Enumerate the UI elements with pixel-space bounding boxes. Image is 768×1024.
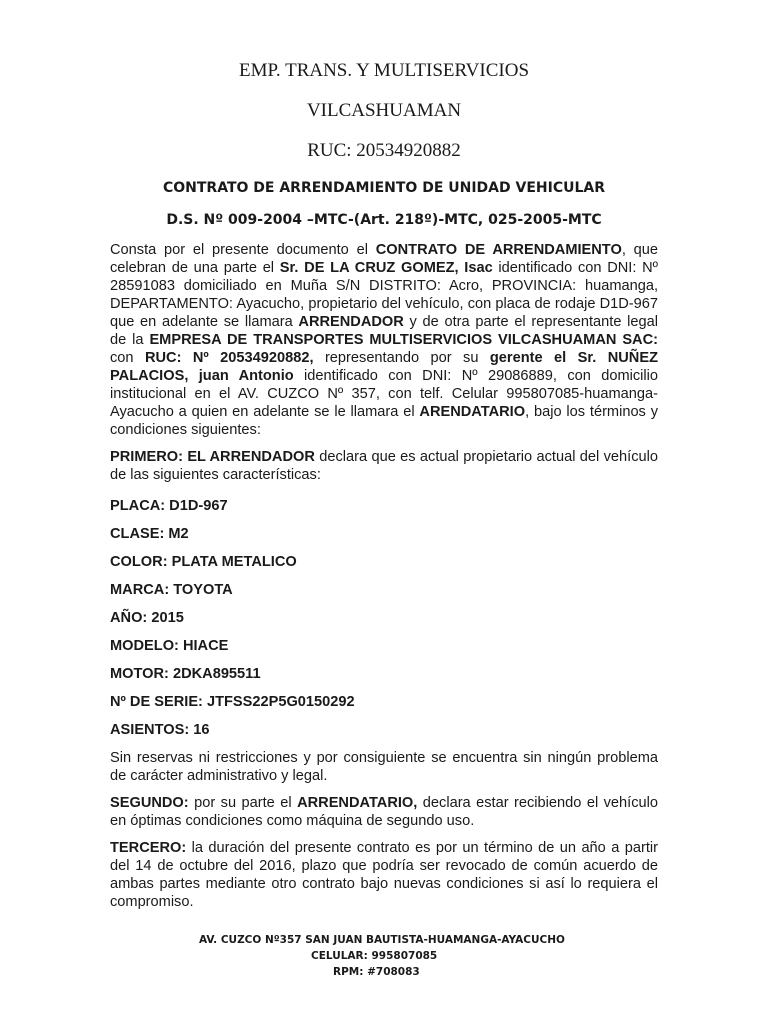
contract-body [110, 241, 658, 920]
segundo-paragraph [110, 794, 658, 830]
segundo-label: SEGUNDO: [110, 795, 189, 811]
spec-color: COLOR: PLATA METALICO [110, 554, 297, 570]
decree-reference: D.S. Nº 009-2004 –MTC-(Art. 218º)-MTC, 025-2005-MTC [166, 212, 602, 228]
spec-anio: AÑO: 2015 [110, 610, 184, 626]
intro-bold: RUC: Nº 20534920882, [144, 350, 314, 366]
intro-bold: gerente el Sr. NUÑEZ PALACIOS, juan Antonio [110, 350, 658, 384]
intro-text: Consta por el presente documento el [110, 242, 376, 258]
tercero-text: la duración del presente contrato es por un término de un año a partir del 14 de octubre del 2016, plazo que podría ser revocado de común acuerdo de ambas partes mediante otro contrato bajo nuevas condiciones si así lo requiera el compromiso. [110, 840, 658, 910]
tercero-paragraph [110, 839, 658, 911]
spec-motor: MOTOR: 2DKA895511 [110, 666, 261, 682]
footer-rpm: RPM: #708083 [333, 966, 420, 978]
spec-asientos: ASIENTOS: 16 [110, 722, 210, 738]
intro-text: con [110, 350, 145, 366]
intro-text: , que celebran de una parte el [110, 242, 658, 276]
spec-clase: CLASE: M2 [110, 526, 189, 542]
segundo-text: por su parte el [188, 795, 298, 811]
primero-paragraph [110, 448, 658, 484]
segundo-text: declara estar recibiendo el vehículo en óptimas condiciones como máquina de segundo uso. [110, 795, 658, 829]
vehicle-specs [110, 497, 658, 739]
intro-text: representando por su [313, 350, 490, 366]
footer-address: AV. CUZCO Nº357 SAN JUAN BAUTISTA-HUAMANGA-AYACUCHO [199, 934, 565, 946]
intro-text: identificado con DNI: Nº 29086889, con domicilio institucional en el AV. CUZCO Nº 357, con telf. Celular 995807085-huamanga-Ayacucho a quien en adelante se le llamara el [110, 368, 658, 420]
tercero-label: TERCERO: [110, 840, 187, 856]
spec-placa: PLACA: D1D-967 [110, 498, 228, 514]
company-name: EMP. TRANS. Y MULTISERVICIOS [238, 60, 530, 81]
intro-bold: CONTRATO DE ARRENDAMIENTO [375, 242, 622, 258]
intro-bold: ARRENDADOR [298, 314, 404, 330]
intro-bold: Sr. DE LA CRUZ GOMEZ, Isac [279, 260, 493, 276]
intro-bold: ARENDATARIO [419, 404, 526, 420]
contract-title: CONTRATO DE ARRENDAMIENTO DE UNIDAD VEHICULAR [162, 180, 606, 196]
intro-text: y de otra parte el representante legal de la [110, 314, 658, 348]
company-ruc: RUC: 20534920882 [307, 140, 461, 161]
primero-text: declara que es actual propietario actual del vehículo de las siguientes características: [110, 449, 658, 483]
spec-marca: MARCA: TOYOTA [110, 582, 233, 598]
reservas-paragraph: Sin reservas ni restricciones y por consiguiente se encuentra sin ningún problema de carácter administrativo y legal. [110, 750, 658, 784]
company-subname: VILCASHUAMAN [306, 100, 462, 121]
footer-phone: CELULAR: 995807085 [311, 950, 438, 962]
segundo-bold: ARRENDATARIO, [297, 795, 418, 811]
spec-serie: Nº DE SERIE: JTFSS22P5G0150292 [110, 694, 355, 710]
intro-bold: EMPRESA DE TRANSPORTES MULTISERVICIOS VILCASHUAMAN SAC: [149, 332, 658, 348]
intro-text: , bajo los términos y condiciones siguientes: [110, 404, 658, 438]
primero-label: PRIMERO: EL ARRENDADOR [110, 449, 315, 465]
intro-paragraph [110, 241, 658, 439]
intro-text: identificado con DNI: Nº 28591083 domiciliado en Muña S/N DISTRITO: Acro, PROVINCIA: huamanga, DEPARTAMENTO: Ayacucho, propietario del vehículo, con placa de rodaje D1D-967 que en adelante se llamara [110, 260, 659, 330]
spec-modelo: MODELO: HIACE [110, 638, 229, 654]
